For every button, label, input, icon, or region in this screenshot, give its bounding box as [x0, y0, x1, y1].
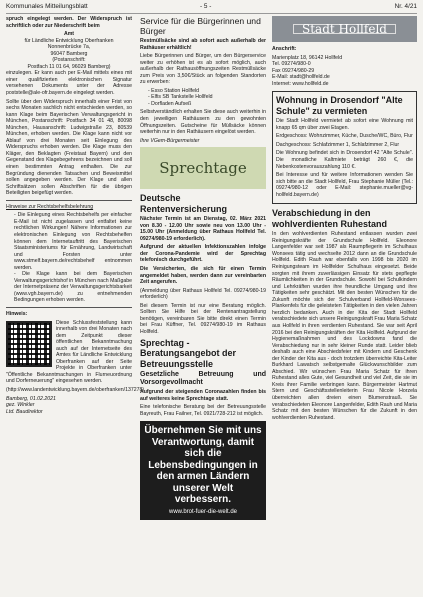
betreuung-heading: Sprechtag - Beratungsangebot der Betreuungsstelle [140, 337, 237, 369]
list-item: - Esso Station Hollfeld [148, 88, 266, 95]
rente-corona: Aufgrund der aktuellen Infektionszahlen infolge der Corona-Pandemie wird der Sprechtag telefonisch durchgeführt. [140, 244, 266, 264]
qr-code-icon[interactable] [6, 321, 52, 367]
restmuell-note: Selbstverständlich erhalten Sie diese auch weiterhin in den jeweiligen Rathäusern zu den gewohnten Öffnungszeiten. Gutscheine für Müllsäcke können weiterhin nur in den Rathäusern eingelöst werden. [140, 109, 266, 136]
page-header [6, 3, 417, 14]
address-line: 96047 Bamberg [50, 50, 88, 57]
restmuell-lead: Restmüllsäcke sind ab sofort auch außerhalb der Rathäuser erhältlich! [140, 38, 266, 51]
wohnung-eg: Erdgeschoss: Wohnzimmer, Küche, Dusche/WC, Büro, Flur [276, 133, 413, 140]
list-item: - Elfis SB Tankstelle Hollfeld [148, 94, 266, 101]
contact-line: Fax 09274/980-29 [272, 67, 315, 74]
wohnung-text: Die Stadt Hollfeld vermietet ab sofort eine Wohnung mit knapp 65 qm über zwei Etagen. [276, 118, 413, 131]
ad-url[interactable]: www.brot-fuer-die-welt.de [168, 508, 238, 515]
wohnung-dg: Dachgeschoss: Schlafzimmer 1, Schlafzimmer 2, Flur [276, 141, 400, 148]
contact-block [272, 55, 417, 88]
office-address [6, 31, 132, 70]
address-line: Postfach 11 01 64, 96029 Bamberg) [27, 63, 111, 70]
betreuung-cancel: Aufgrund der steigenden Coronazahlen finden bis auf weiteres keine Sprechtage statt. [140, 389, 266, 402]
hinweise-list [14, 212, 132, 304]
ad-text: Übernehmen Sie mit uns Verantwortung, damit sich die Lebensbedingungen in den armen Ländern unserer Welt verbessern. [144, 425, 262, 506]
betreuung-phone: Eine telefonische Beratung bei der Betreuungsstelle Bayreuth, Frau Failner, Tel. 0921/728-212 ist möglich. [140, 404, 266, 417]
landentwicklung-link[interactable]: (http://www.landentwicklung.bayern.de/oberfranken/137278) [6, 386, 145, 393]
verabschiedung-text: In den wohlverdienten Ruhestand entlassen wurden zwei Reinigungskräfte der Grundschule Hollfeld. Eleonore Langenfelder war seit 1987 als Raumpflegerin im Schulhaus Wonsees tätig und wechselte 2012 dann an die Grundschule Hollfeld. Edith Rauh war ebenfalls von 1998 bis 2020 im Reinigungsteam im Hollfelder Schulhaus eingesetzt. Beide sorgten mit ihrem zuverlässigen Einsatz für stets gepflegte Räumlichkeiten in der Grundschule. Sowohl bei Schulkindern und Lehrkräften wurden ihre freundliche Umgang und ihre Tätigkeiten sehr geschätzt. Mit den besten Wünschen für die Zukunft möchte sich der Schulverband Hollfeld-Wonsees-Plankenfels für die geleisteten Tätigkeiten in den vielen Jahren herzlich bedanken. Auch in der Kita der Stadt Hollfeld verabschiedete sich unsere Reinigungskraft Frau Maria Schatz aus Hollfeld in ihren verdienten Ruhestand. Sie war seit April 2016 bei den Reinigungskräften der Kita Hollfeld. Aufgrund der Hygienemaßnahmen und des Lockdowns fand die Verabschiedung nur in sehr kleiner Runde statt. Leider blieb deshalb auch eine Abschiedsfeier mit Kindern und Geschenk der Kinder der Kita aus - doch trotzdem überreichte Kita-Leiter Burkhard Lawatsch selbstgemalte Glückwunschbilder zum Abschied. Wir wünschen Frau Maria Schatz für ihren Ruhestand alles Gute, viel Gesundheit und viel Zeit, die sie im Kreis ihrer Familie verbringen kann. Bürgermeister Hartmut Stern und Geschäftsstellenleiterin Frau Nicole Horzela überreichten allen dreien einen Blumenstrauß. Sie verabschiedeten Eleonore Langenfelder, Edith Rauh und Maria Schatz mit den besten Wünschen für die Zukunft in den wohlverdienten Ruhestand. [272, 231, 417, 421]
wohnung-box [272, 91, 417, 204]
column-middle [140, 16, 266, 520]
header-issue: Nr. 4/21 [394, 3, 417, 10]
column-right [272, 16, 417, 423]
wohnung-miete: Die Wohnung befindet sich in Drosendorf 42 "Alte Schule". Die monatliche Kaltmiete beträgt 260 €, die Nebenkostenvorauszahlung 110 €. [276, 150, 413, 170]
column-left [6, 16, 145, 415]
brot-fuer-die-welt-ad [140, 421, 266, 520]
vgem-signature: Ihre VGem-Bürgermeister [140, 137, 200, 144]
list-item: - Dorfladen Aufseß [148, 101, 266, 108]
signature-line: Ltd. Baudirektor [6, 408, 43, 415]
hinweis-text: Diese Schlussfeststellung kann innerhalb von drei Monaten nach dem Zeitpunkt dieser öffentlichen Bekanntmachung auch auf der Internetseite des Amtes für Ländliche Entwicklung Oberfranken auf der Seite Projekte in Oberfranken unter "Öffentliche Bekanntmachungen in Flurneuordnung und Dorferneuerung" eingesehen werden. [6, 319, 132, 385]
header-page-number: - 5 - [200, 3, 212, 10]
rente-callback: Die Versicherten, die sich für einen Termin angemeldet haben, werden dann zur vereinbarten Zeit angerufen. [140, 266, 266, 286]
hinweise-heading: Hinweise zur Rechtsbehelfsbelehrung [6, 203, 94, 210]
verabschiedung-heading: Verabschiedung in den wohlverdienten Ruhestand [272, 208, 388, 229]
sprechtage-banner: Sprechtage [140, 147, 266, 189]
anschrift-heading: Anschrift: [272, 46, 297, 52]
service-heading: Service für die Bürgerinnen und Bürger [140, 16, 261, 36]
rente-info: Bei diesem Termin ist nur eine Beratung möglich. Sollten Sie Hilfe bei der Rentenantragstellung benötigen, vereinbaren Sie bitte direkt einen Termin bei Frau Küffner, Tel. 09274/980-19 im Rathaus Hollfeld. [140, 302, 266, 335]
header-publication: Kommunales Mitteilungsblatt [6, 3, 88, 10]
rente-heading: Deutsche Rentenversicherung [140, 193, 228, 214]
wohnung-kontakt: Bei Interesse und für weitere Informationen wenden Sie sich bitte an die Stadt Hollfeld, Frau Stephanie Müller (Tel.: 09274/980-12 oder E-Mail: stephanie.mueller@vg-hollfeld.bayern.de) [276, 172, 413, 198]
signature-line: gez. Winkler [6, 402, 35, 409]
restmuell-text: Liebe Bürgerinnen und Bürger, um den Bürgerservice weiter zu erhöhen ist es ab sofort möglich, auch außerhalb der Rathausöffnungszeiten Restmüllsäcke zum Preis von 3,50€/Stück an folgenden Standorten zu erwerben: [140, 53, 266, 86]
contact-email[interactable]: E-Mail: stadt@hollfeld.de [272, 74, 330, 81]
list-item: - Die Einlegung eines Rechtsbehelfs per einfacher E-Mail ist nicht zugelassen und entfaltet keine rechtlichen Wirkungen! Nähere Informationen zur elektronischen Einlegung von Rechtsbehelfen können dem Internetauftritt des Bayerischen Staatsministeriums für Ernährung, Landwirtschaft und Forsten unter www.stmelf.bayern.de/rechtsbehelf entnommen werden. [14, 212, 132, 271]
objection-intro: spruch eingelegt werden. Der Widerspruch ist schriftlich oder zur Niederschrift beim [6, 16, 132, 29]
banner-title: Stadt Hollfeld [293, 24, 396, 35]
hinweis-heading: Hinweis: [6, 310, 28, 317]
list-item: - Die Klage kann bei dem Bayerischen Verwaltungsgerichtshof in München nach Maßgabe der Internetpräsenz der Verwaltungsgerichtsbarkeit (www.vgh.bayern.de) zu entnehmenden Bedingungen erhoben werden. [14, 271, 132, 304]
wohnung-heading: Wohnung in Drosendorf "Alte Schule" zu vermieten [276, 95, 403, 116]
rente-appointment: Nächster Termin ist am Dienstag, 02. März 2021 von 8.30 - 12.00 Uhr sowie neu von 13.00 Uhr - 15.00 Uhr (Anmeldung über Rathaus Hollfeld Tel. 09274/980-19 erforderlich). [140, 216, 266, 242]
address-line: (Postanschrift: [52, 57, 86, 64]
signature-line: Bamberg, 01.02.2021 [6, 395, 56, 402]
stadt-hollfeld-banner [272, 16, 417, 42]
address-line: Nonnenbrücke 7a, [47, 44, 91, 51]
address-line: Amt [63, 31, 75, 38]
betreuung-subheading: Gesetzliche Betreuung und Vorsorgevollmacht [140, 371, 266, 386]
address-line: für Ländliche Entwicklung Oberfranken [24, 37, 114, 44]
lawsuit-text: Sollte über den Widerspruch innerhalb einer Frist von sechs Monaten sachlich nicht entschieden werden, so kann Klage beim Bayerischen Verwaltungsgericht in München, Postanschrift: Postfach 34 01 48, 80098 München, Hausanschrift: Ludwigstraße 23, 80539 München, erhoben werden. Die Klage kann nicht vor Ablauf von drei Monaten seit Einlegung des Widerspruchs erhoben werden. Die Klage muss den Kläger, den Beklagten (Freistaat Bayern) und den Gegenstand des Klagebegehrens bezeichnen und soll einen bestimmten Antrag enthalten. Die zur Begründung dienenden Tatsachen und Beweismittel sollen angegeben werden. Der Klage und allen Schriftsätzen sollen Abschriften für die übrigen Beteiligten beigefügt werden. [6, 98, 132, 197]
rente-registration: (Anmeldung über Rathaus Hollfeld Tel. 09274/980-19 erforderlich) [140, 287, 266, 301]
contact-line: Tel. 09274/980-0 [272, 61, 311, 68]
signature-block [6, 396, 132, 416]
store-list [148, 88, 266, 108]
contact-line: Marienplatz 18, 96142 Hollfeld [272, 54, 343, 61]
contact-website[interactable]: Internet: www.hollfeld.de [272, 80, 329, 87]
email-objection-text: einzulegen. Er kann auch per E-Mail mittels eines mit einer qualifizierten elektronischen Signatur versehenen Dokuments unter der Adresse poststelle@ale-ofr.bayern.de eingelegt werden. [6, 70, 132, 97]
